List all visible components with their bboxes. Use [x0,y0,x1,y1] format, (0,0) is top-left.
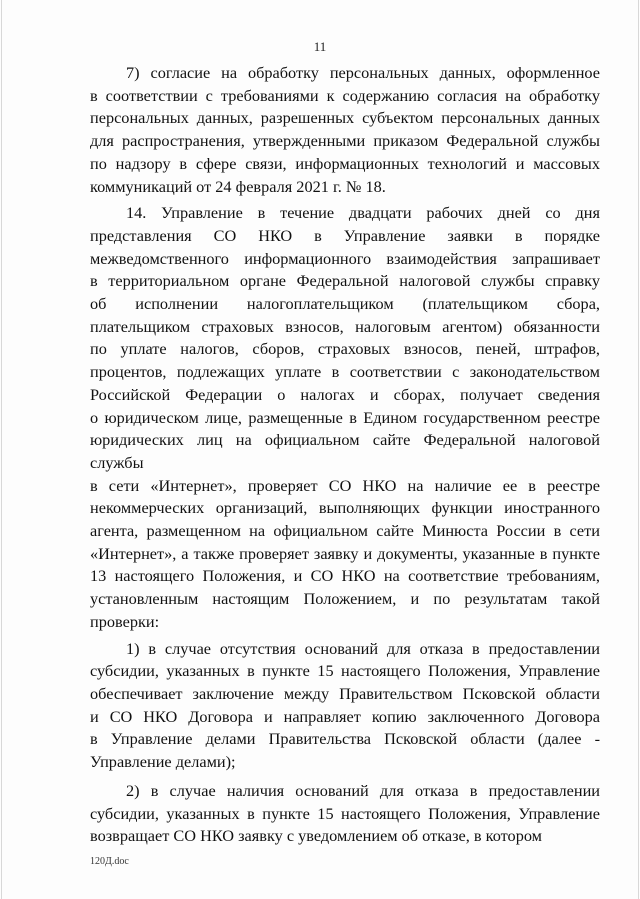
paragraph-p14_2 [90,780,600,848]
text-line: персональных данных, разрешенных субъектом персональных данных [90,108,600,128]
text-line: 1) в случае отсутствия оснований для отказа в предоставлении [126,638,600,658]
text-line: Управление делами); [90,752,236,772]
text-line: о юридическом лице, размещенные в Едином государственном реестре [90,407,600,427]
paragraph-p14 [90,202,600,633]
text-line: в Управление делами Правительства Псковской области (далее - [90,729,600,749]
paragraph-p14_1 [90,638,600,774]
page-left-edge [1,0,2,899]
text-line: по надзору в сфере связи, информационных технологий и массовых [90,153,600,173]
text-line: субсидии, указанных в пункте 15 настоящего Положения, Управление [90,661,600,681]
text-line: возвращает СО НКО заявку с уведомлением об отказе, в котором [90,826,542,846]
text-line: 2) в случае наличия оснований для отказа в предоставлении [126,780,600,800]
text-line: межведомственного информационного взаимодействия запрашивает [90,248,600,268]
text-line: представления СО НКО в Управление заявки в порядке [90,225,600,245]
text-line: 13 настоящего Положения, и СО НКО на соответствие требованиям, [90,566,600,586]
text-line: и СО НКО Договора и направляет копию заключенного Договора [90,706,600,726]
text-line: коммуникаций от 24 февраля 2021 г. № 18. [90,176,386,196]
text-line: 14. Управление в течение двадцати рабочих дней со дня [126,203,600,223]
page-number: 11 [313,39,327,54]
text-line: по уплате налогов, сборов, страховых взносов, пеней, штрафов, [90,339,600,359]
text-line: проверки: [90,611,160,631]
paragraph-p7 [90,62,600,198]
text-line: плательщиком страховых взносов, налоговым агентом) обязанности [90,316,600,336]
text-line: агента, размещенном на официальном сайте Минюста России в сети [90,521,600,541]
text-line: в соответствии с требованиями к содержанию согласия на обработку [90,85,600,105]
text-line: Российской Федерации о налогах и сборах, получает сведения [90,384,600,404]
text-line: 7) согласие на обработку персональных данных, оформленное [126,63,600,82]
footer-filename: 120Д.doc [90,856,129,867]
text-line: обеспечивает заключение между Правительством Псковской области [90,683,600,703]
text-line: юридических лиц на официальном сайте Федеральной налоговой службы [90,430,600,472]
text-line: для распространения, утвержденными приказом Федеральной службы [90,131,600,151]
text-line: установленным настоящим Положением, и по результатам такой [90,589,600,609]
document-body [90,62,600,848]
text-line: об исполнении налогоплательщиком (плательщиком сбора, [90,294,600,314]
page-right-edge [638,0,639,899]
text-line: субсидии, указанных в пункте 15 настоящего Положения, Управление [90,803,600,823]
text-line: в территориальном органе Федеральной налоговой службы справку [90,271,600,291]
text-line: процентов, подлежащих уплате в соответствии с законодательством [90,362,600,382]
text-line: в сети «Интернет», проверяет СО НКО на наличие ее в реестре [90,475,600,495]
text-line: некоммерческих организаций, выполняющих функции иностранного [90,498,600,518]
text-line: «Интернет», а также проверяет заявку и документы, указанные в пункте [90,543,600,563]
